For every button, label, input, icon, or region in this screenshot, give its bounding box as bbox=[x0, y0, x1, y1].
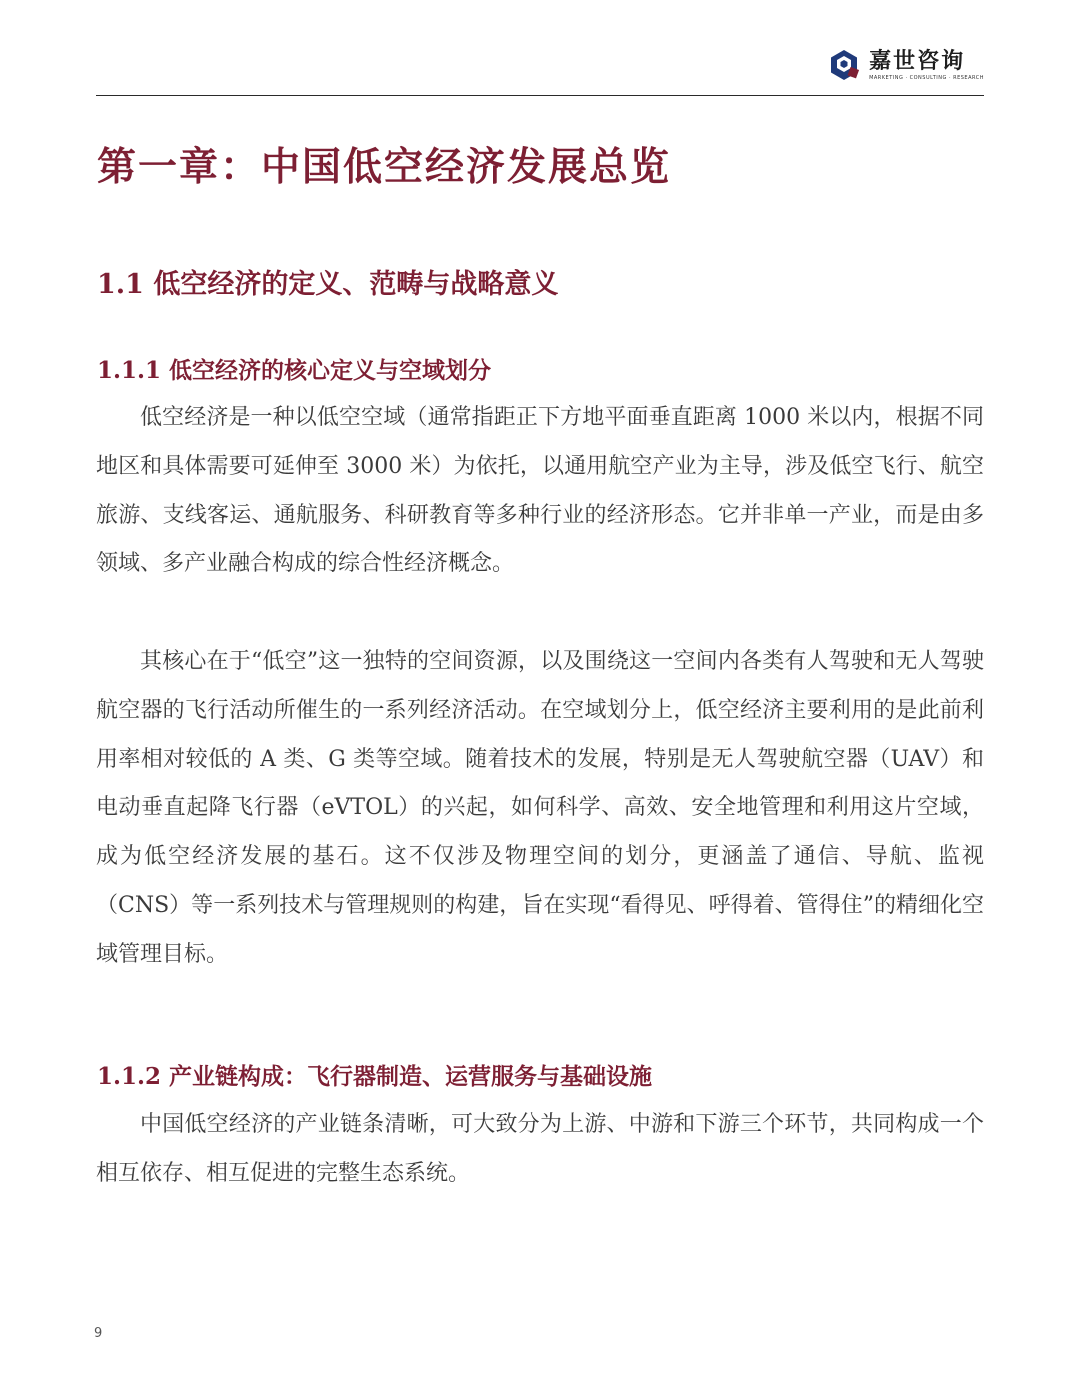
paragraph-definition: 低空经济是一种以低空空域（通常指距正下方地平面垂直距离 1000 米以内，根据不同地区和具体需要可延伸至 3000 米）为依托，以通用航空产业为主导，涉及低空飞行、航空旅游、支线客运、通航服务、科研教育等多种行业的经济形态。它并非单一产业，而是由多领域、多产业融合构成的综合性经济概念。 bbox=[96, 405, 984, 577]
subsection-title-1-1-1: 1.1.1 低空经济的核心定义与空域划分 bbox=[97, 357, 492, 384]
logo-name: 嘉世咨询 bbox=[869, 49, 966, 74]
subsection-title-1-1-2: 1.1.2 产业链构成：飞行器制造、运营服务与基础设施 bbox=[97, 1063, 653, 1090]
jiashi-logo-mark-icon bbox=[827, 48, 861, 82]
page-header bbox=[96, 40, 984, 96]
company-logo bbox=[827, 48, 984, 82]
page-number: 9 bbox=[94, 1326, 103, 1341]
header-divider bbox=[96, 95, 984, 96]
paragraph-airspace: 其核心在于“低空”这一独特的空间资源，以及围绕这一空间内各类有人驾驶和无人驾驶航空器的飞行活动所催生的一系列经济活动。在空域划分上，低空经济主要利用的是此前利用率相对较低的 A 类、G 类等空域。随着技术的发展，特别是无人驾驶航空器（UAV）和电动垂直起降飞行器（eVTOL）的兴起，如何科学、高效、安全地管理和利用这片空域，成为低空经济发展的基石。这不仅涉及物理空间的划分，更涵盖了通信、导航、监视（CNS）等一系列技术与管理规则的构建，旨在实现“看得见、呼得着、管得住”的精细化空域管理目标。 bbox=[96, 649, 984, 967]
section-title: 1.1 低空经济的定义、范畴与战略意义 bbox=[97, 269, 559, 300]
logo-text-group bbox=[869, 49, 984, 81]
chapter-title: 第一章：中国低空经济发展总览 bbox=[97, 144, 672, 190]
paragraph-industry-chain: 中国低空经济的产业链条清晰，可大致分为上游、中游和下游三个环节，共同构成一个相互依存、相互促进的完整生态系统。 bbox=[96, 1112, 984, 1186]
logo-tagline: MARKETING · CONSULTING · RESEARCH bbox=[869, 75, 984, 81]
